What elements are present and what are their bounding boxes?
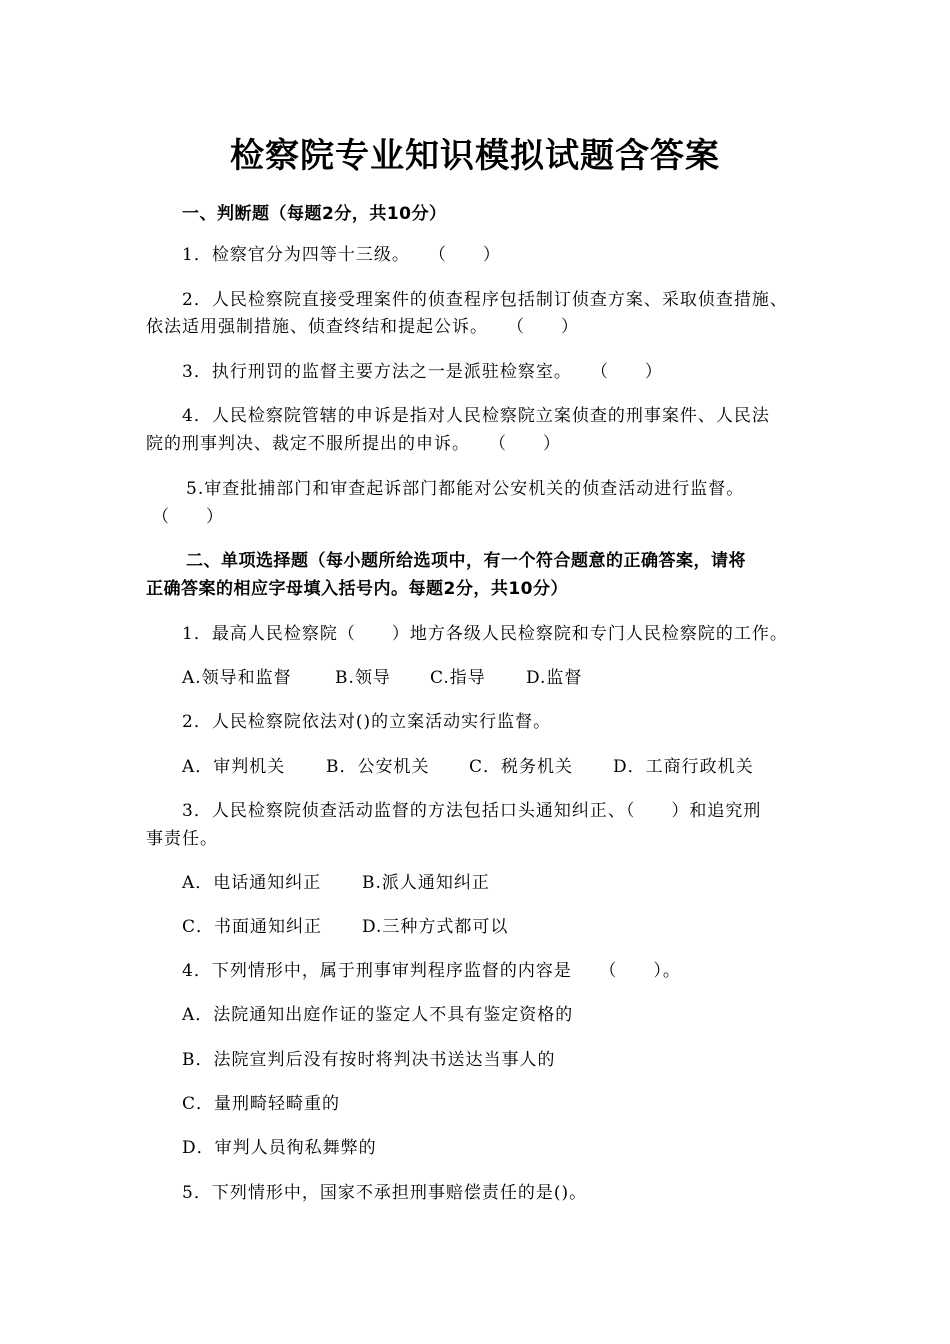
option-b: B.领导 [335, 668, 391, 688]
option-d: D.监督 [526, 668, 583, 688]
choice-question-3-line-2: 事责任。 [146, 829, 218, 849]
choice-question-4-option-d: D．审判人员徇私舞弊的 [182, 1138, 377, 1158]
option-c: C．书面通知纠正 [182, 917, 323, 937]
judgment-question-2-line-1: 2．人民检察院直接受理案件的侦查程序包括制订侦查方案、采取侦查措施、 [182, 290, 788, 310]
judgment-question-2-line-2: 依法适用强制措施、侦查终结和提起公诉。 （ ） [146, 317, 579, 337]
section-heading-choice-line-2: 正确答案的相应字母填入括号内。每题2分，共10分） [146, 579, 568, 599]
judgment-question-5-line-2: （ ） [152, 507, 224, 527]
judgment-question-5-line-1: 5.审查批捕部门和审查起诉部门都能对公安机关的侦查活动进行监督。 [186, 479, 745, 499]
choice-question-2: 2．人民检察院依法对()的立案活动实行监督。 [182, 712, 552, 732]
option-b: B.派人通知纠正 [362, 873, 490, 893]
choice-question-4: 4．下列情形中，属于刑事审判程序监督的内容是 （ ）。 [182, 961, 681, 981]
option-a: A.领导和监督 [182, 668, 292, 688]
choice-question-5: 5．下列情形中，国家不承担刑事赔偿责任的是()。 [182, 1183, 588, 1203]
choice-question-4-option-a: A．法院通知出庭作证的鉴定人不具有鉴定资格的 [182, 1005, 574, 1025]
choice-question-3-line-1: 3．人民检察院侦查活动监督的方法包括口头通知纠正、（ ）和追究刑 [182, 801, 762, 821]
choice-question-4-option-c: C．量刑畸轻畸重的 [182, 1094, 341, 1114]
option-b: B．公安机关 [326, 757, 430, 777]
choice-question-2-options [182, 756, 754, 778]
option-d: D.三种方式都可以 [362, 917, 509, 937]
judgment-question-4-line-2: 院的刑事判决、裁定不服所提出的申诉。 （ ） [146, 434, 561, 454]
option-a: A．电话通知纠正 [182, 873, 322, 893]
choice-question-1: 1．最高人民检察院（ ）地方各级人民检察院和专门人民检察院的工作。 [182, 624, 788, 644]
judgment-question-3: 3．执行刑罚的监督主要方法之一是派驻检察室。 （ ） [182, 362, 663, 382]
section-heading-choice-line-1: 二、单项选择题（每小题所给选项中，有一个符合题意的正确答案，请将 [186, 551, 746, 571]
option-d: D．工商行政机关 [613, 757, 754, 777]
option-c: C.指导 [430, 668, 486, 688]
choice-question-3-options-row-1 [182, 872, 490, 894]
judgment-question-1: 1．检察官分为四等十三级。 （ ） [182, 245, 501, 265]
option-c: C．税务机关 [469, 757, 574, 777]
choice-question-3-options-row-2 [182, 916, 508, 938]
option-a: A．审判机关 [182, 757, 286, 777]
choice-question-4-option-b: B．法院宣判后没有按时将判决书送达当事人的 [182, 1050, 556, 1070]
section-heading-judgment: 一、判断题（每题2分，共10分） [182, 204, 447, 224]
choice-question-1-options [182, 667, 582, 689]
page-title: 检察院专业知识模拟试题含答案 [230, 136, 720, 176]
judgment-question-4-line-1: 4．人民检察院管辖的申诉是指对人民检察院立案侦查的刑事案件、人民法 [182, 406, 770, 426]
